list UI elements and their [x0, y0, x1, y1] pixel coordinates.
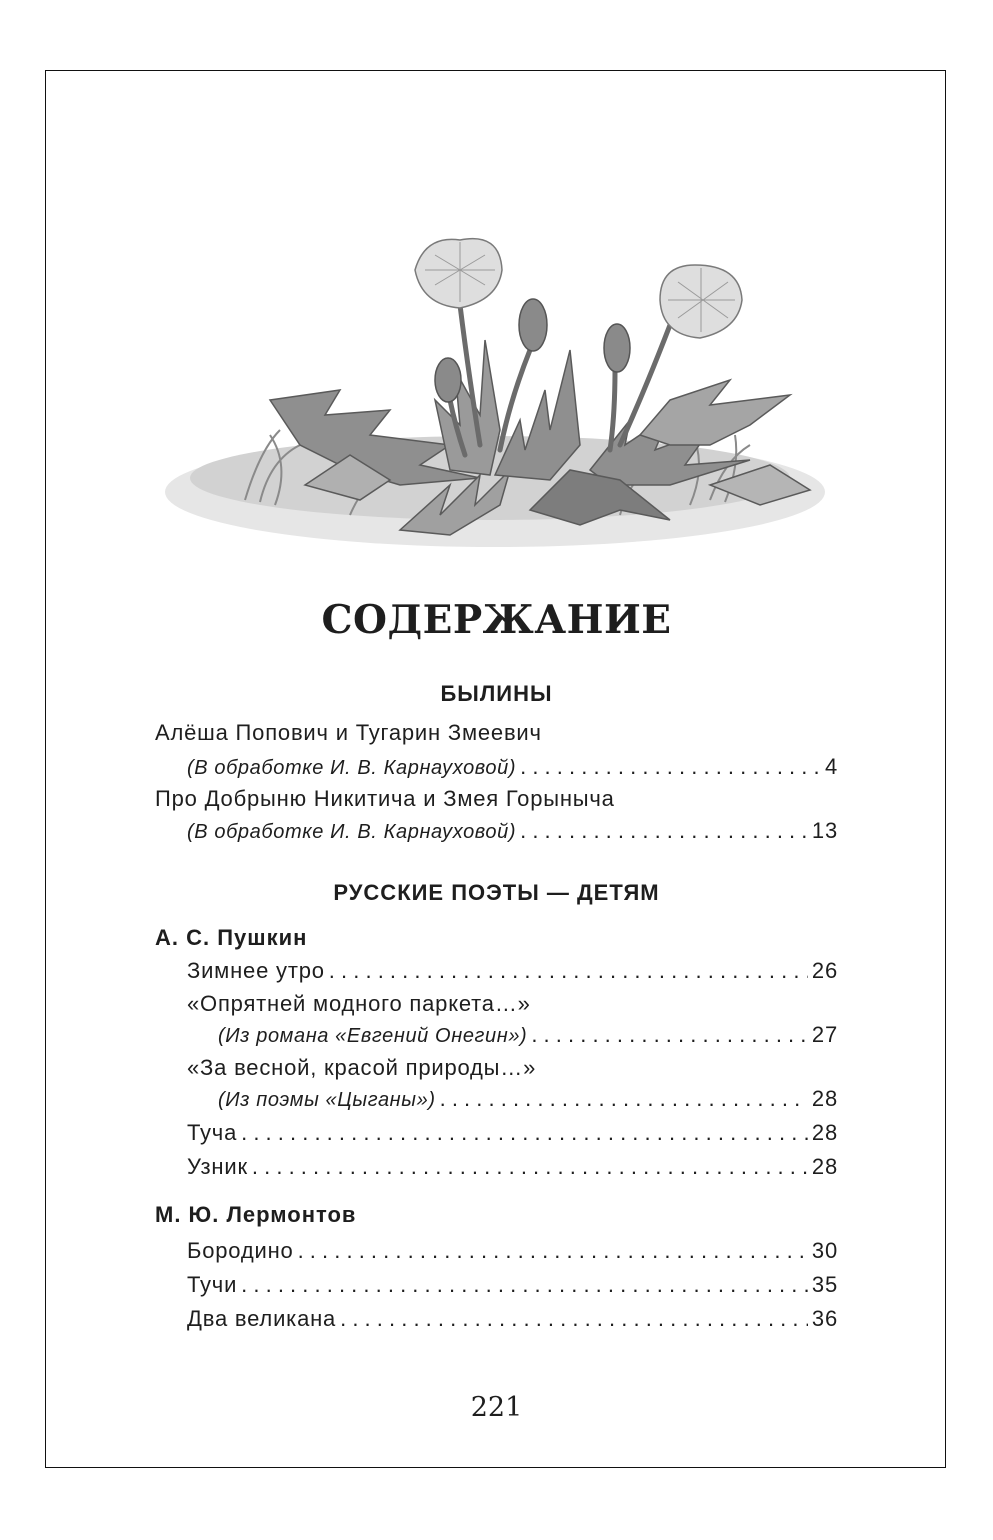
toc-entry[interactable]	[187, 1120, 838, 1146]
toc-entry[interactable]	[187, 1306, 838, 1332]
leader-dots	[340, 1306, 808, 1332]
toc-entry-title: Зимнее утро	[187, 958, 325, 983]
toc-entry-title: Туча	[187, 1120, 238, 1145]
leader-dots	[520, 818, 808, 844]
toc-entry[interactable]	[218, 1022, 838, 1048]
toc-entry[interactable]	[187, 1154, 838, 1180]
toc-entry-title: Два великана	[187, 1306, 337, 1331]
toc-page-number: 28	[811, 1120, 838, 1145]
toc-entry[interactable]	[218, 1086, 838, 1112]
page-title: СОДЕРЖАНИЕ	[321, 597, 672, 643]
section-heading-byliny: БЫЛИНЫ	[440, 681, 553, 706]
leader-dots	[252, 1154, 808, 1180]
toc-entry-note: (В обработке И. В. Карнауховой)	[187, 757, 517, 779]
toc-entry-title: Тучи	[187, 1272, 238, 1297]
toc-entry-title[interactable]: «Опрятней модного паркета…»	[187, 991, 531, 1016]
toc-entry-title: Бородино	[187, 1238, 294, 1263]
leader-dots	[531, 1022, 808, 1048]
page-number: 221	[470, 1392, 523, 1423]
section-heading-russkie-poety: РУССКИЕ ПОЭТЫ — ДЕТЯМ	[333, 880, 660, 905]
toc-entry[interactable]	[187, 818, 838, 844]
toc-entry-note: (Из поэмы «Цыганы»)	[218, 1089, 436, 1111]
leader-dots	[298, 1238, 808, 1264]
toc-entry[interactable]	[187, 1272, 838, 1298]
leader-dots	[440, 1086, 808, 1112]
toc-page-number: 30	[811, 1238, 838, 1263]
leader-dots	[241, 1272, 808, 1298]
toc-page-number: 36	[811, 1306, 838, 1331]
toc-entry-title[interactable]: Алёша Попович и Тугарин Змеевич	[155, 720, 542, 745]
toc-entry-title[interactable]: «За весной, красой природы…»	[187, 1055, 537, 1080]
author-heading: А. С. Пушкин	[155, 925, 308, 950]
leader-dots	[241, 1120, 808, 1146]
author-heading: М. Ю. Лермонтов	[155, 1202, 357, 1227]
toc-entry-note: (В обработке И. В. Карнауховой)	[187, 821, 517, 843]
toc-entry-title[interactable]: Про Добрыню Никитича и Змея Горыныча	[155, 786, 615, 811]
toc-page-number: 26	[811, 958, 838, 983]
toc-entry-note: (Из романа «Евгений Онегин»)	[218, 1025, 528, 1047]
leader-dots	[329, 958, 808, 984]
toc-page-number: 27	[811, 1022, 838, 1047]
toc-entry-title: Узник	[187, 1154, 248, 1179]
toc-page-number: 28	[811, 1154, 838, 1179]
toc-page-number: 28	[811, 1086, 838, 1111]
toc-entry[interactable]	[187, 1238, 838, 1264]
dandelion-illustration	[150, 230, 840, 580]
toc-page-number: 35	[811, 1272, 838, 1297]
toc-entry[interactable]	[187, 958, 838, 984]
leader-dots	[520, 754, 821, 780]
toc-page-number: 13	[811, 818, 838, 843]
toc-entry[interactable]	[187, 754, 838, 780]
toc-page-number: 4	[824, 754, 838, 779]
